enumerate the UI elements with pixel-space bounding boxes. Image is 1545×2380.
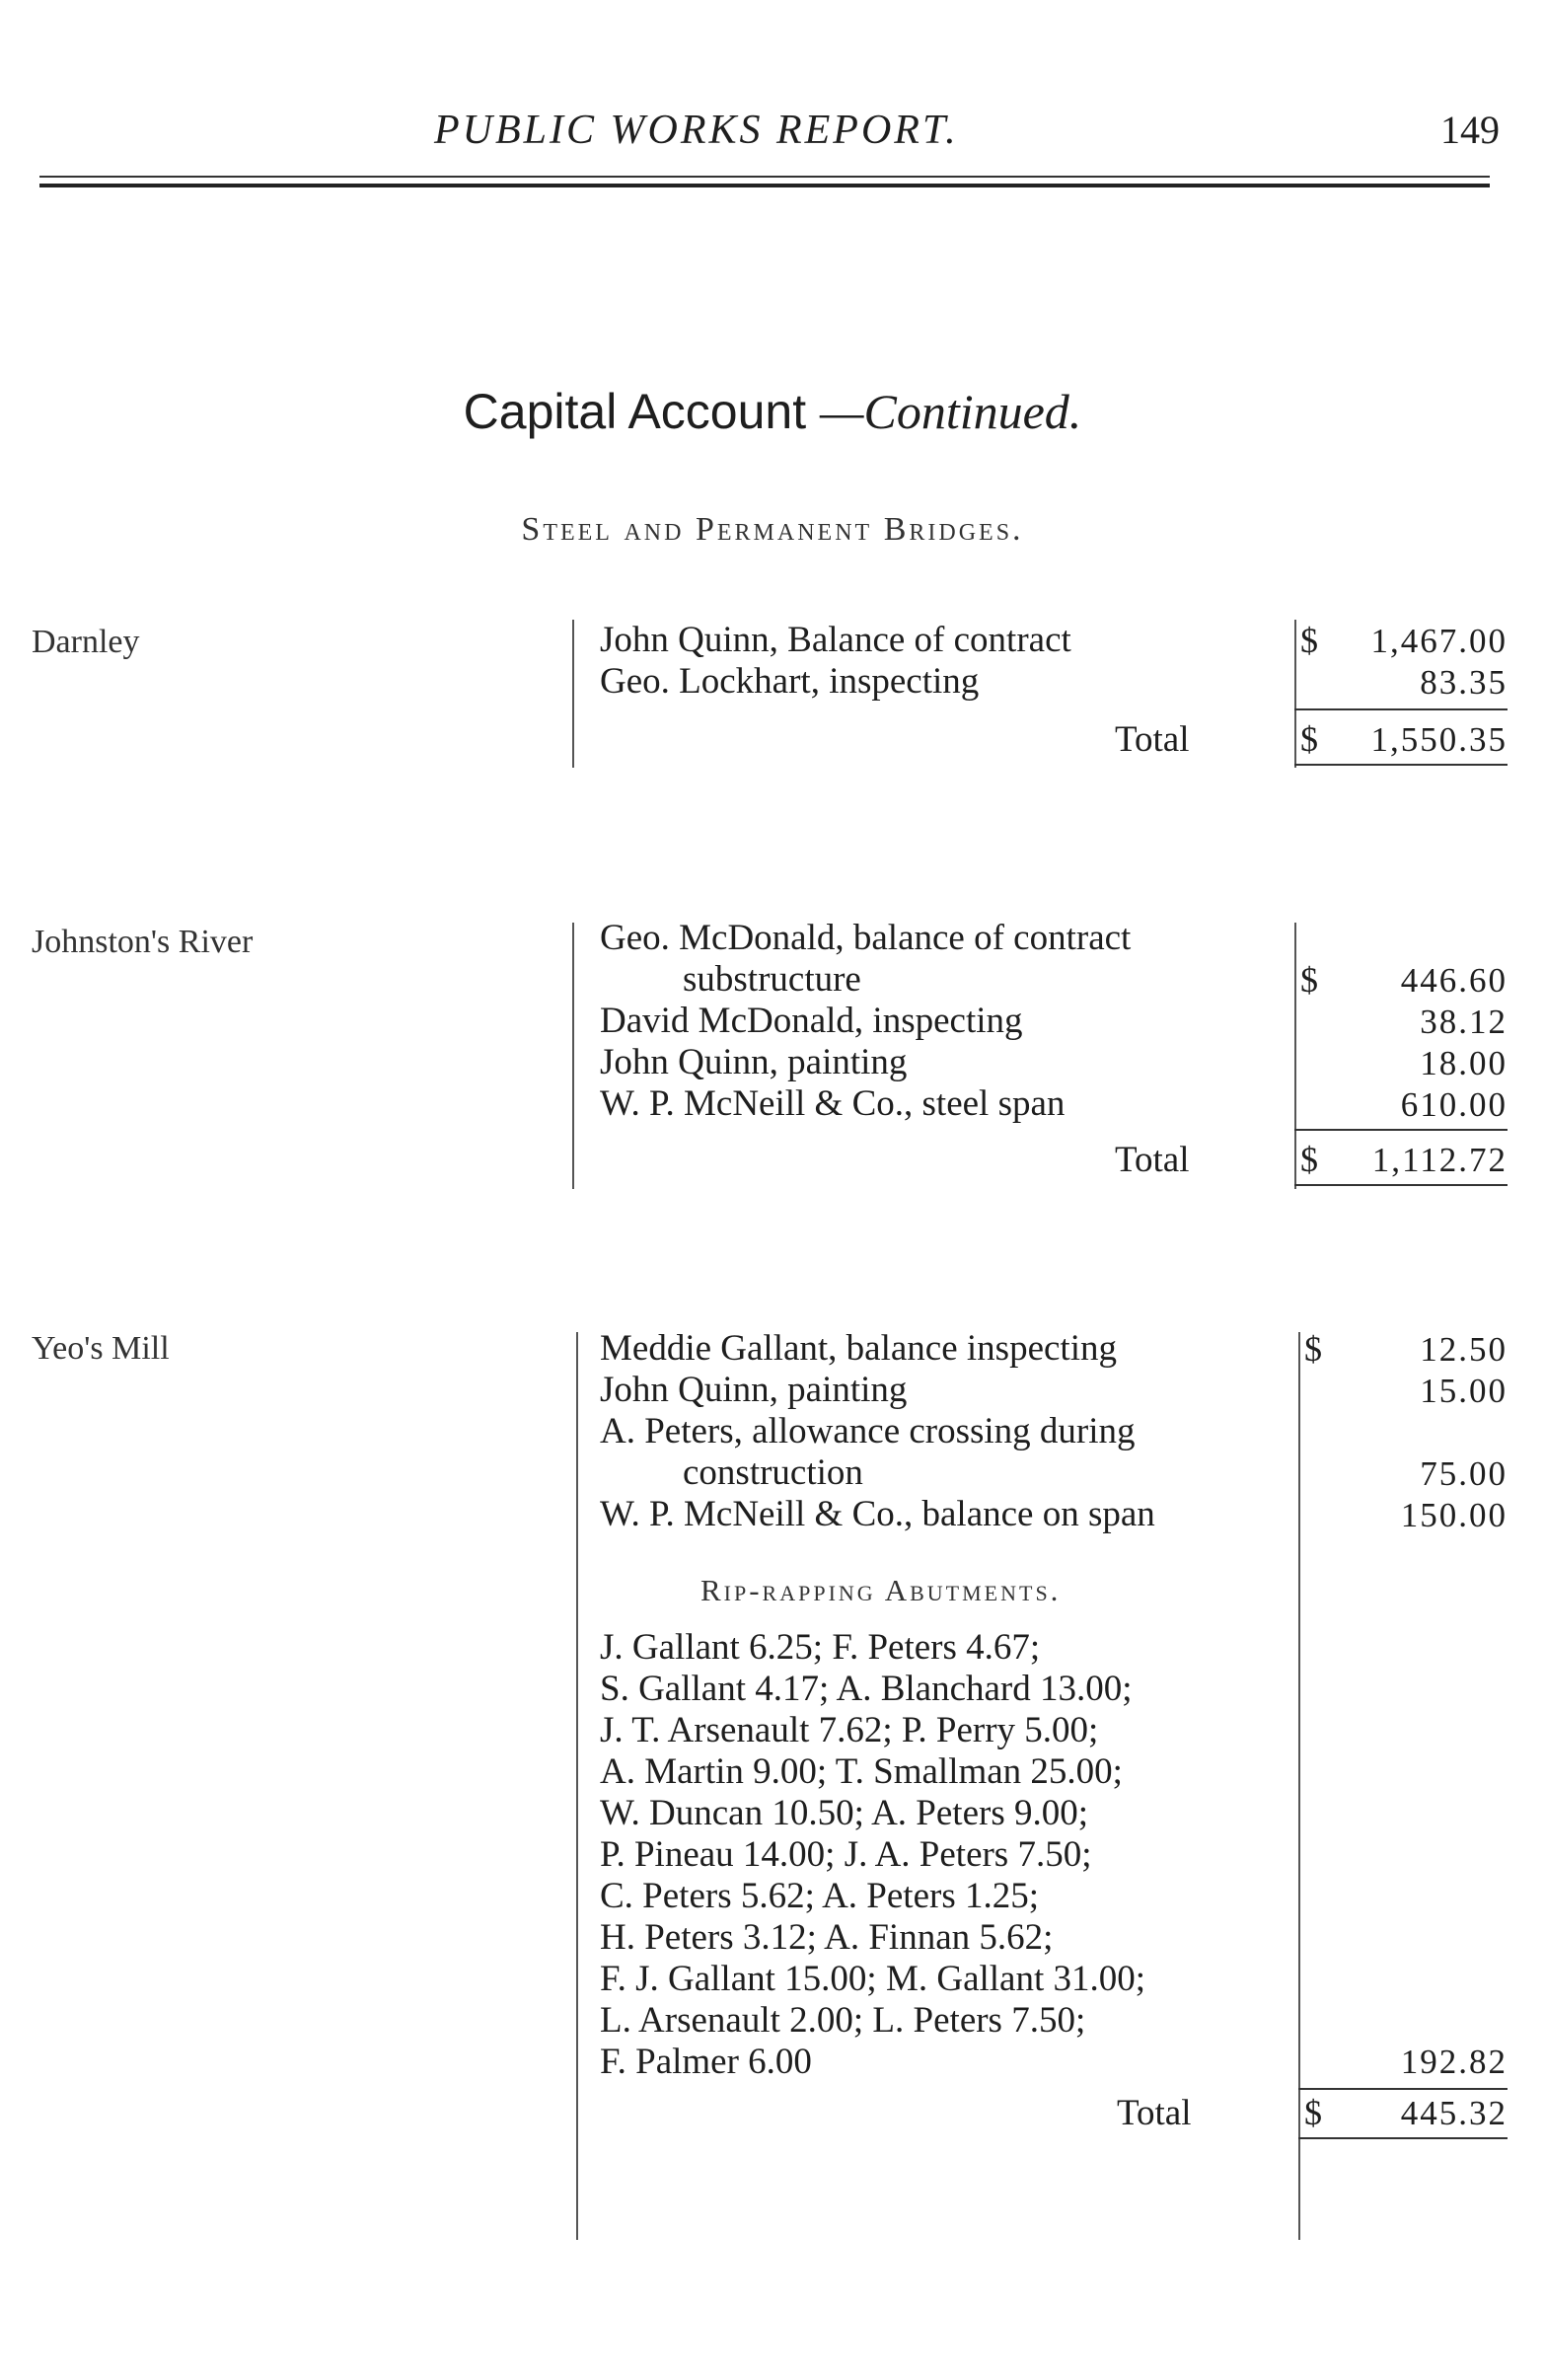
total-amount: 445.32 <box>1400 2094 1508 2132</box>
rip-rapping-amount: 192.82 <box>1400 2043 1508 2081</box>
page-header-title: PUBLIC WORKS REPORT. <box>434 108 959 153</box>
amount-divider <box>1294 923 1296 1189</box>
entry-description: Geo. Lockhart, inspecting <box>600 661 980 702</box>
rip-rapping-line: L. Arsenault 2.00; L. Peters 7.50; <box>600 2000 1086 2041</box>
subtotal-rule <box>1294 708 1508 710</box>
entry-description: A. Peters, allowance crossing during <box>600 1411 1136 1451</box>
subtotal-rule <box>1298 2088 1508 2090</box>
title-continued: —Continued. <box>820 384 1082 439</box>
entry-amount: 15.00 <box>1420 1372 1508 1410</box>
total-rule <box>1294 764 1508 766</box>
rip-rapping-heading: Rip-rapping Abutments. <box>700 1573 1062 1607</box>
entry-amount: 150.00 <box>1400 1496 1508 1534</box>
rip-rapping-line: H. Peters 3.12; A. Finnan 5.62; <box>600 1917 1054 1958</box>
section-subtitle: Steel and Permanent Bridges. <box>521 511 1024 548</box>
entry-description: John Quinn, painting <box>600 1042 908 1082</box>
section-label-yeos-mill: Yeo's Mill <box>32 1330 170 1367</box>
total-label: Total <box>1115 1140 1190 1180</box>
entry-amount: 12.50 <box>1420 1330 1508 1369</box>
entry-description: David McDonald, inspecting <box>600 1001 1023 1041</box>
entry-amount: 75.00 <box>1420 1454 1508 1493</box>
entry-description: Meddie Gallant, balance inspecting <box>600 1328 1117 1369</box>
column-divider <box>572 923 574 1189</box>
total-rule <box>1298 2137 1508 2139</box>
entry-description: Geo. McDonald, balance of contract <box>600 918 1132 958</box>
entry-description: W. P. McNeill & Co., balance on span <box>600 1494 1155 1534</box>
dollar-sign: $ <box>1300 719 1318 759</box>
total-amount: 1,550.35 <box>1370 720 1508 759</box>
rip-rapping-line: W. Duncan 10.50; A. Peters 9.00; <box>600 1793 1089 1833</box>
entry-amount: 610.00 <box>1400 1085 1508 1124</box>
total-label: Total <box>1117 2093 1192 2133</box>
rip-rapping-line: S. Gallant 4.17; A. Blanchard 13.00; <box>600 1669 1133 1709</box>
entry-description: substructure <box>683 959 861 1000</box>
section-label-johnstons-river: Johnston's River <box>32 924 254 960</box>
dollar-sign: $ <box>1300 960 1318 1000</box>
amount-divider <box>1294 620 1296 768</box>
dollar-sign: $ <box>1300 621 1318 660</box>
entry-description: John Quinn, Balance of contract <box>600 620 1071 660</box>
entry-amount: 83.35 <box>1420 663 1508 702</box>
header-rule-thin <box>39 176 1490 178</box>
entry-amount: 446.60 <box>1400 961 1508 1000</box>
amount-divider <box>1298 1332 1300 2240</box>
rip-rapping-line: C. Peters 5.62; A. Peters 1.25; <box>600 1876 1040 1916</box>
total-amount: 1,112.72 <box>1371 1141 1508 1179</box>
rip-rapping-line: P. Pineau 14.00; J. A. Peters 7.50; <box>600 1834 1092 1875</box>
page-number: 149 <box>1440 108 1500 152</box>
rip-rapping-line: J. T. Arsenault 7.62; P. Perry 5.00; <box>600 1710 1099 1750</box>
entry-description: construction <box>683 1452 863 1493</box>
entry-amount: 38.12 <box>1420 1003 1508 1041</box>
subtotal-rule <box>1294 1129 1508 1131</box>
rip-rapping-line: J. Gallant 6.25; F. Peters 4.67; <box>600 1627 1041 1668</box>
entry-description: John Quinn, painting <box>600 1370 908 1410</box>
rip-rapping-line: F. Palmer 6.00 <box>600 2042 812 2082</box>
dollar-sign: $ <box>1304 1329 1322 1369</box>
entry-amount: 18.00 <box>1420 1044 1508 1082</box>
total-label: Total <box>1115 719 1190 760</box>
entry-amount: 1,467.00 <box>1370 622 1508 660</box>
column-divider <box>576 1332 578 2240</box>
rip-rapping-line: F. J. Gallant 15.00; M. Gallant 31.00; <box>600 1959 1146 1999</box>
dollar-sign: $ <box>1300 1140 1318 1179</box>
rip-rapping-line: A. Martin 9.00; T. Smallman 25.00; <box>600 1751 1123 1792</box>
page-title <box>0 383 1545 440</box>
column-divider <box>572 620 574 768</box>
total-rule <box>1294 1184 1508 1186</box>
dollar-sign: $ <box>1304 2093 1322 2132</box>
entry-description: W. P. McNeill & Co., steel span <box>600 1083 1066 1124</box>
header-rule-thick <box>39 184 1490 187</box>
title-main: Capital Account <box>463 384 807 439</box>
section-label-darnley: Darnley <box>32 624 140 660</box>
